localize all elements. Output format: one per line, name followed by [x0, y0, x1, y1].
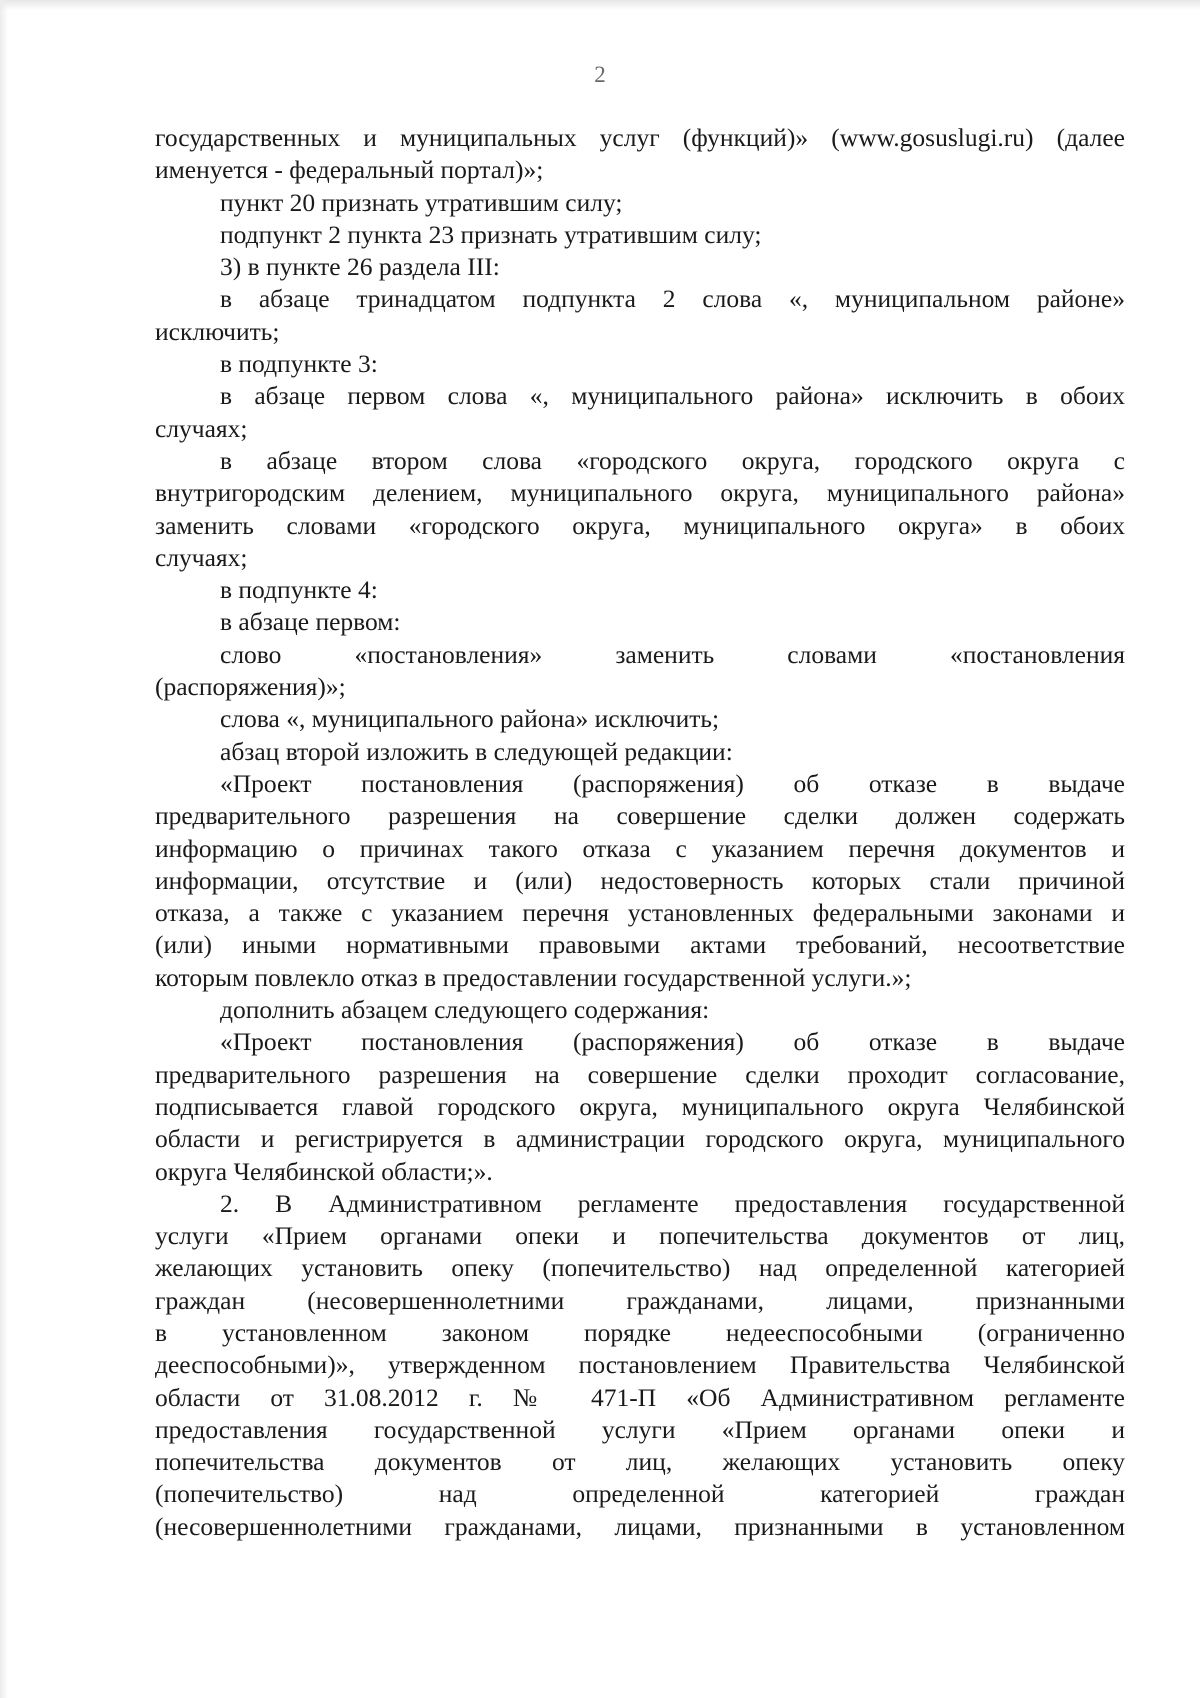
text-line: подпункт 2 пункта 23 признать утратившим силу; [220, 219, 762, 249]
text-line: (или) иными нормативными правовыми актами требований, несоответствие [155, 930, 1125, 960]
text-line: в подпункте 3: [220, 349, 378, 379]
text-line: «Проект постановления (распоряжения) об отказе в выдаче [220, 768, 1125, 798]
text-line: 3) в пункте 26 раздела III: [220, 252, 500, 282]
text-line: в абзаце первом слова «, муниципального района» исключить в обоих [220, 381, 1125, 411]
text-line: 2. В Административном регламенте предоставления государственной [220, 1188, 1125, 1218]
text-line: случаях; [155, 542, 248, 572]
text-line: информацию о причинах такого отказа с указанием перечня документов и [155, 833, 1125, 863]
text-line: (распоряжения)»; [155, 672, 346, 702]
scan-edge-top [0, 0, 1200, 10]
text-line: дополнить абзацем следующего содержания: [220, 995, 710, 1025]
text-line: заменить словами «городского округа, муниципального округа» в обоих [155, 510, 1125, 540]
text-line: в подпункте 4: [220, 575, 378, 605]
text-line: (попечительство) над определенной категорией граждан [155, 1479, 1125, 1509]
text-line: исключить; [155, 316, 280, 346]
text-line: случаях; [155, 413, 248, 443]
text-line: (несовершеннолетними гражданами, лицами, признанными в установленном [155, 1511, 1125, 1541]
text-line: в установленном законом порядке недееспособными (ограниченно [155, 1317, 1125, 1347]
text-line: которым повлекло отказ в предоставлении государственной услуги.»; [155, 962, 912, 992]
text-line: желающих установить опеку (попечительство) над определенной категорией [155, 1253, 1125, 1283]
text-line: предварительного разрешения на совершение сделки должен содержать [155, 801, 1125, 831]
text-line: в абзаце втором слова «городского округа, городского округа с [220, 445, 1125, 475]
page-number: 2 [594, 62, 606, 87]
text-line: попечительства документов от лиц, желающих установить опеку [155, 1447, 1125, 1477]
text-line: слово «постановления» заменить словами «постановления [220, 639, 1125, 669]
text-line: абзац второй изложить в следующей редакции: [220, 736, 733, 766]
text-line: в абзаце тринадцатом подпункта 2 слова «, муниципальном районе» [220, 284, 1125, 314]
text-line: слова «, муниципального района» исключить; [220, 704, 720, 734]
text-line: именуется - федеральный портал)»; [155, 155, 544, 185]
text-line: информации, отсутствие и (или) недостоверность которых стали причиной [155, 865, 1125, 895]
text-line: граждан (несовершеннолетними гражданами, лицами, признанными [155, 1285, 1125, 1315]
text-line: предоставления государственной услуги «Прием органами опеки и [155, 1414, 1125, 1444]
text-line: дееспособными)», утвержденном постановлением Правительства Челябинской [155, 1350, 1125, 1380]
scan-edge-left [0, 0, 8, 1698]
text-line: области и регистрируется в администрации городского округа, муниципального [155, 1124, 1125, 1154]
text-line: округа Челябинской области;». [155, 1156, 493, 1186]
text-line: подписывается главой городского округа, муниципального округа Челябинской [155, 1091, 1125, 1121]
text-line: пункт 20 признать утратившим силу; [220, 187, 623, 217]
text-line: «Проект постановления (распоряжения) об отказе в выдаче [220, 1027, 1125, 1057]
document-body [155, 122, 1125, 1543]
text-line: в абзаце первом: [220, 607, 401, 637]
text-line: отказа, а также с указанием перечня установленных федеральными законами и [155, 898, 1125, 928]
text-line: внутригородским делением, муниципального округа, муниципального района» [155, 478, 1125, 508]
text-line: области от 31.08.2012 г. № 471-П «Об Административном регламенте [155, 1382, 1125, 1412]
text-line: услуги «Прием органами опеки и попечительства документов от лиц, [155, 1221, 1125, 1251]
text-line: государственных и муниципальных услуг (функций)» (www.gosuslugi.ru) (далее [155, 123, 1125, 152]
text-line: предварительного разрешения на совершение сделки проходит согласование, [155, 1059, 1125, 1089]
